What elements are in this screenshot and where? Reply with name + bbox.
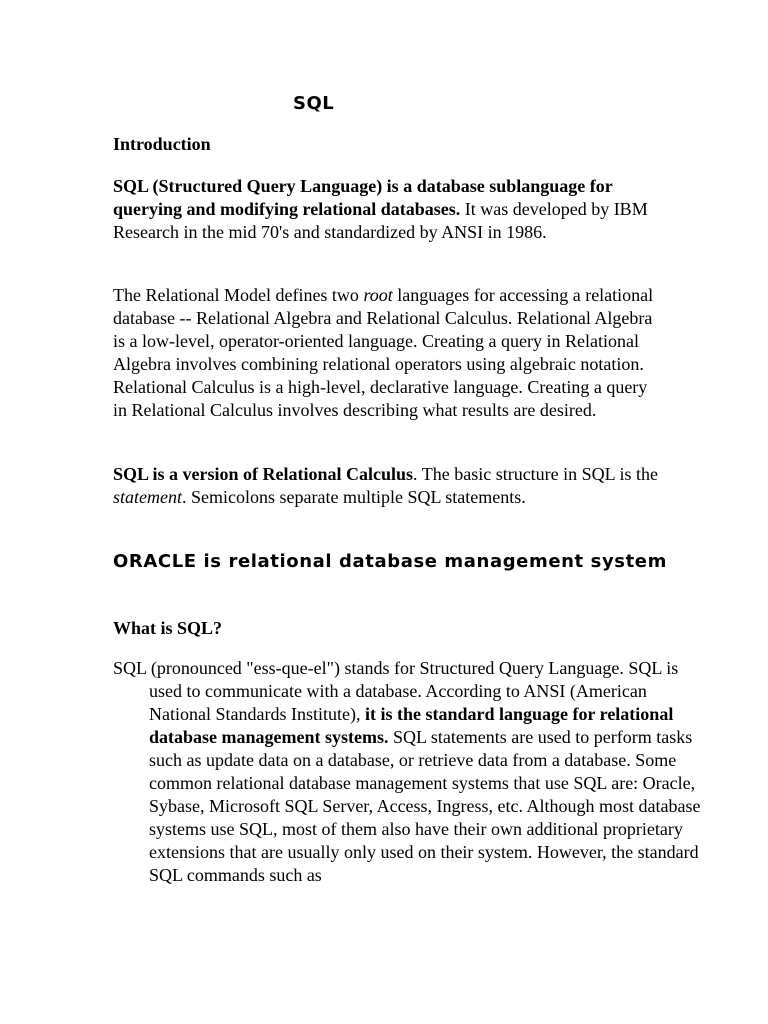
intro-paragraph-1 xyxy=(113,175,658,244)
intro-p3-bold: SQL is a version of Relational Calculus xyxy=(113,464,414,484)
document-title: SQL xyxy=(293,93,335,114)
oracle-heading: ORACLE is relational database management system xyxy=(113,551,667,572)
intro-paragraph-3 xyxy=(113,463,658,509)
intro-p3-text-b: . Semicolons separate multiple SQL statements. xyxy=(182,487,526,507)
intro-p1-text: It was developed by IBM Research in the mid 70's and standardized by ANSI in 1986. xyxy=(113,199,648,242)
what-p-text-a: SQL (pronounced "ess-que-el") stands for Structured Query Language. SQL is used to communicate with a database. According to ANSI (American National Standards Institute), xyxy=(113,658,679,724)
what-is-sql-paragraph xyxy=(113,657,709,887)
intro-p2-italic: root xyxy=(363,285,393,305)
introduction-heading: Introduction xyxy=(113,134,211,154)
what-p-bold: it is the standard language for relational database management systems. xyxy=(149,704,674,747)
what-is-sql-heading: What is SQL? xyxy=(113,618,223,638)
intro-p3-text-a: . The basic structure in SQL is the xyxy=(413,464,658,484)
intro-paragraph-2 xyxy=(113,284,658,422)
intro-p2-text-b: languages for accessing a relational database -- Relational Algebra and Relational Calculus. Relational Algebra is a low-level, operator-oriented language. Creating a query in Relational Algebra involves combining relational operators using algebraic notation. Relational Calculus is a high-level, declarative language. Creating a query in Relational Calculus involves describing what results are desired. xyxy=(113,285,654,420)
intro-p1-bold: SQL (Structured Query Language) is a database sublanguage for querying and modifying relational databases. xyxy=(113,176,613,219)
intro-p2-text-a: The Relational Model defines two xyxy=(113,285,364,305)
what-p-text-b: SQL statements are used to perform tasks such as update data on a database, or retrieve data from a database. Some common relational database management systems that use SQL are: Oracle, Sybase, Microsoft SQL Server, Access, Ingress, etc. Although most database systems use SQL, most of them also have their own additional proprietary extensions that are usually only used on their system. However, the standard SQL commands such as xyxy=(149,727,701,885)
intro-p3-italic: statement xyxy=(113,487,182,507)
